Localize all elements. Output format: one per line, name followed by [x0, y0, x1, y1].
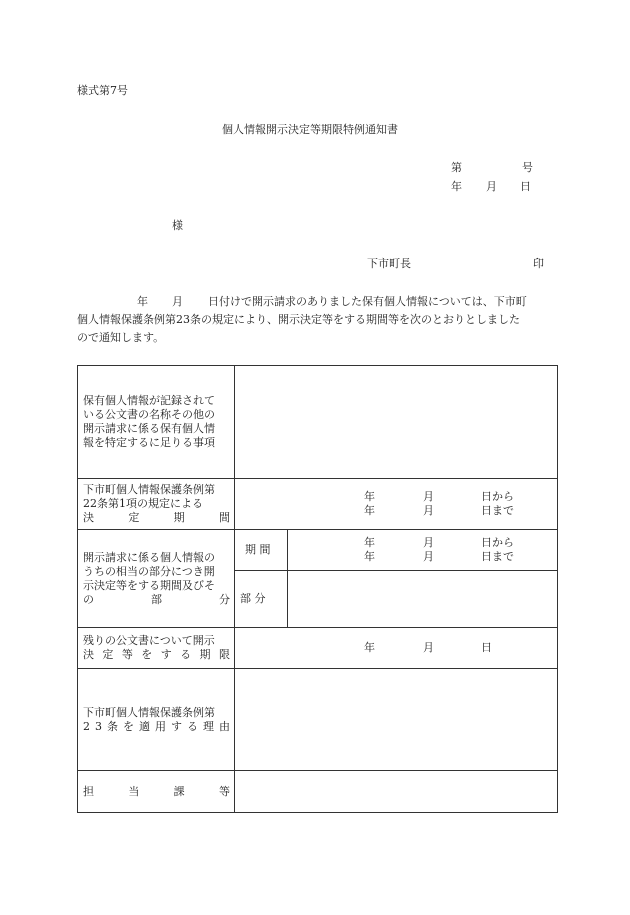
- table-row: [78, 530, 558, 571]
- addressee-suffix: 様: [172, 219, 183, 232]
- row2-dates[interactable]: 年 月 日から 年 月 日まで: [235, 479, 558, 530]
- date-month: 月: [486, 180, 497, 193]
- form-number: 様式第7号: [77, 84, 128, 97]
- ref-go: 号: [522, 161, 533, 174]
- row4-label: 残りの公文書について開示 決 定 等 を す る 期 限: [78, 628, 235, 669]
- row5-label: 下市町個人情報保護条例第 2 3 条 を 適 用 す る 理 由: [78, 669, 235, 771]
- date-year: 年: [451, 180, 462, 193]
- notice-table: [77, 365, 558, 813]
- row5-value[interactable]: [235, 669, 558, 771]
- row2-label: 下市町個人情報保護条例第 22条第1項の規定による 決 定 期 間: [78, 479, 235, 530]
- row1-value[interactable]: [235, 366, 558, 479]
- sender-name: 下市町長: [367, 257, 411, 270]
- row4-deadline[interactable]: 年 月 日: [235, 628, 558, 669]
- body-year: 年: [137, 295, 148, 308]
- row1-label: 保有個人情報が記録されて いる公文書の名称その他の 開示請求に係る保有個人情 報を特定するに足りる事項: [78, 366, 235, 479]
- body-line1: 日付けで開示請求のありました保有個人情報については、下市町: [208, 295, 527, 308]
- table-row: [78, 669, 558, 771]
- table-row: [78, 366, 558, 479]
- row3-part-value[interactable]: [288, 571, 558, 628]
- body-line2: 個人情報保護条例第23条の規定により、開示決定等をする期間等を次のとおりとしました: [77, 313, 520, 326]
- row3-label: 開示請求に係る個人情報の うちの相当の部分につき開 示決定等をする期間及びそ の 部 分: [78, 530, 235, 628]
- seal-mark: 印: [533, 257, 544, 270]
- body-month: 月: [172, 295, 183, 308]
- row3-period-dates[interactable]: 年 月 日から 年 月 日まで: [288, 530, 558, 571]
- table-row: [78, 628, 558, 669]
- table-row: [78, 771, 558, 813]
- body-line3: ので通知します。: [77, 331, 165, 344]
- part-label: 部 分: [235, 571, 288, 628]
- ref-dai: 第: [451, 161, 462, 174]
- period-label: 期 間: [235, 530, 288, 571]
- row6-value[interactable]: [235, 771, 558, 813]
- document-title: 個人情報開示決定等期限特例通知書: [222, 123, 398, 136]
- table-row: [78, 479, 558, 530]
- date-day: 日: [520, 180, 531, 193]
- row6-label: 担 当 課 等: [78, 771, 235, 813]
